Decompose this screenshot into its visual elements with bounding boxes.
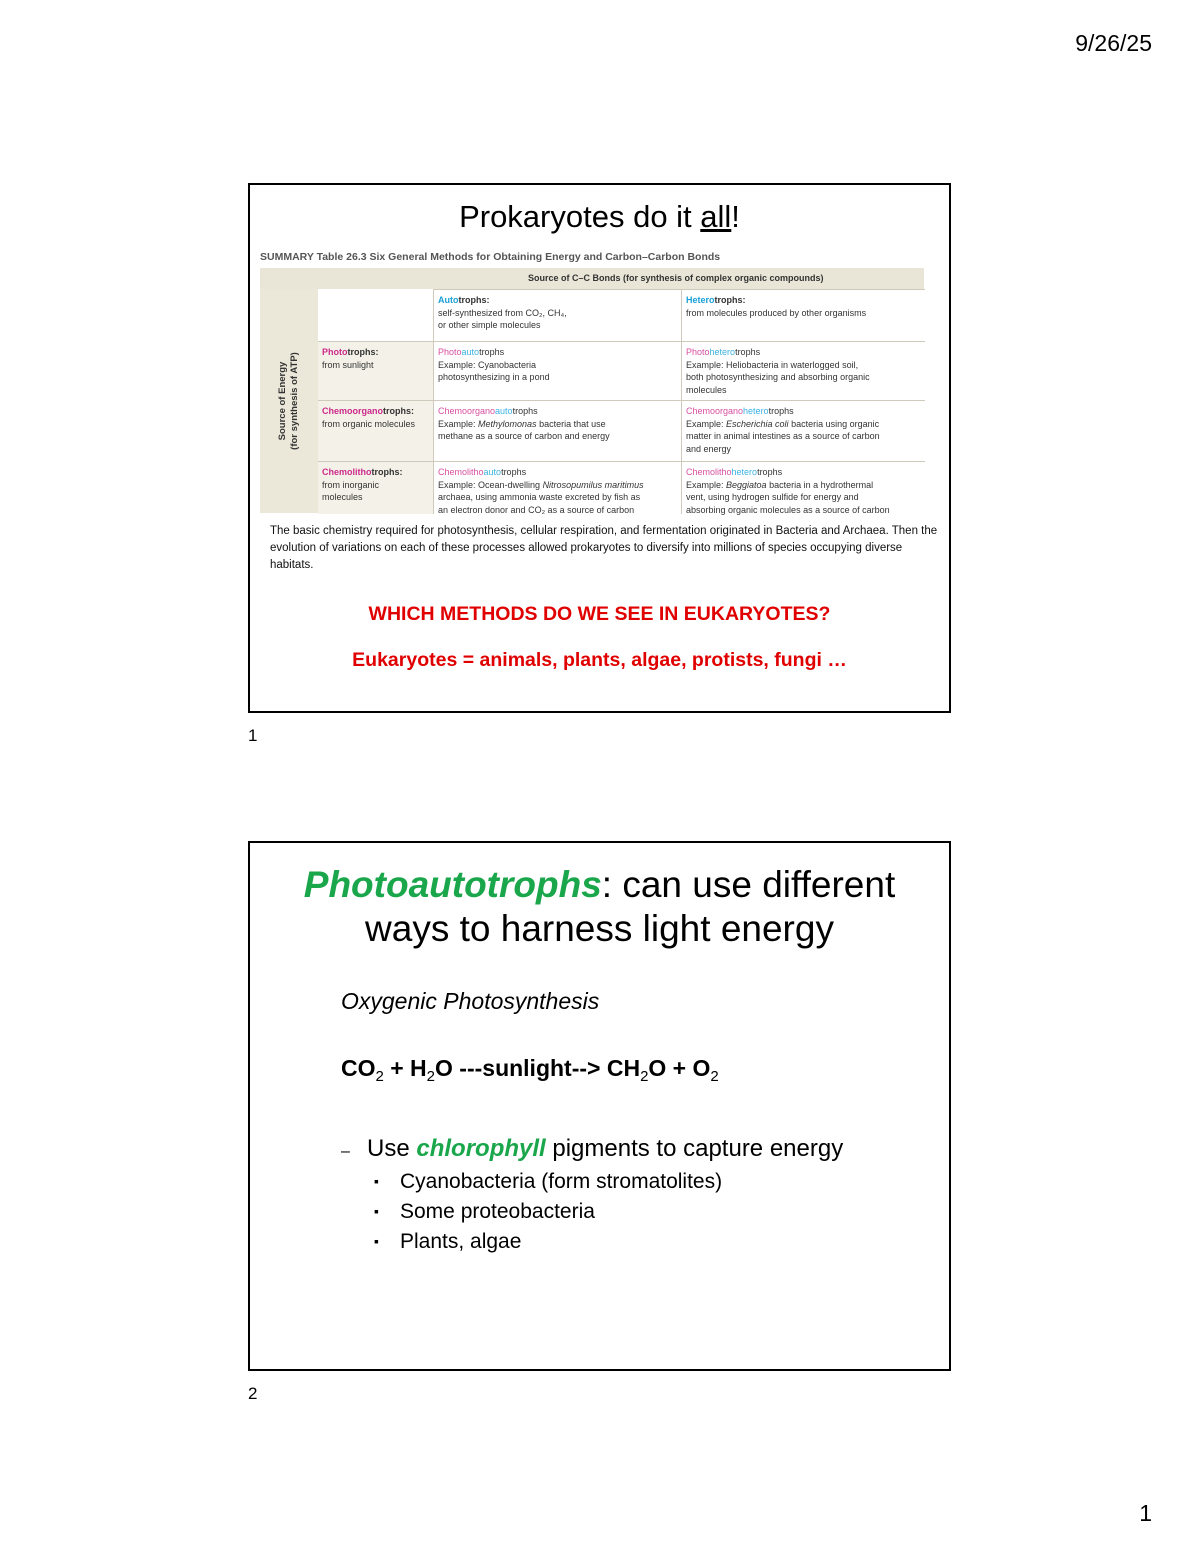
cell-photoautotrophs: Photoautotrophs Example: Cyanobacteria photosynthesizing in a pond <box>433 341 682 401</box>
row-chemolithotrophs: Chemolithotrophs: from inorganic molecules <box>318 461 433 514</box>
page-date: 9/26/25 <box>1075 30 1152 56</box>
slide-1-number: 1 <box>248 726 258 745</box>
slide-1 <box>248 183 951 713</box>
slide-2 <box>248 841 951 1371</box>
cell-photoheterotrophs: Photoheterotrophs Example: Heliobacteria in waterlogged soil, both photosynthesizing and absorbing organic molecules <box>681 341 925 401</box>
table-caption: SUMMARY Table 26.3 Six General Methods for Obtaining Energy and Carbon–Carbon Bonds <box>260 251 721 263</box>
col-heterotrophs: Heterotrophs: from molecules produced by other organisms <box>681 289 925 342</box>
list-item: ▪ Some proteobacteria <box>374 1200 595 1223</box>
slide-1-title: Prokaryotes do it all! <box>459 199 740 234</box>
slide-2-title: Photoautotrophs: can use different ways to harness light energy <box>303 864 896 949</box>
eukaryote-question: WHICH METHODS DO WE SEE IN EUKARYOTES? <box>368 603 831 625</box>
slide-2-number: 2 <box>248 1384 258 1403</box>
summary-table <box>260 268 924 513</box>
eukaryote-list: Eukaryotes = animals, plants, algae, protists, fungi … <box>352 649 847 671</box>
photosynthesis-equation: $CO_2 + H_2O$ ---sunlight--> $CH_2O + O_2$ <box>341 1055 719 1085</box>
row-phototrophs: Phototrophs: from sunlight <box>318 341 433 401</box>
page-number: 1 <box>1139 1500 1152 1526</box>
list-item: ▪ Cyanobacteria (form stromatolites) <box>374 1170 723 1193</box>
energy-source-label: Source of Energy (for synthesis of ATP) <box>260 289 318 513</box>
cell-chemolithoautotrophs: Chemolithoautotrophs Example: Ocean-dwelling Nitrosopumilus maritimus archaea, using ammonia waste excreted by fish as an electron donor and CO₂ as a source of carbon <box>433 461 682 514</box>
dash-bullet-icon: – <box>341 1143 350 1160</box>
square-bullet-icon: ▪ <box>374 1233 379 1249</box>
slide-2-subtitle: Oxygenic Photosynthesis <box>341 988 600 1014</box>
list-item: ▪ Plants, algae <box>374 1230 522 1253</box>
col-autotrophs: Autotrophs: self-synthesized from CO₂, CH₄, or other simple molecules <box>433 289 682 342</box>
cell-chemolithoheterotrophs: Chemolithoheterotrophs Example: Beggiatoa bacteria in a hydrothermal vent, using hydrogen sulfide for energy and absorbing organic molecules as a source of carbon <box>681 461 925 514</box>
chlorophyll-bullet: – Use chlorophyll pigments to capture energy <box>341 1135 844 1162</box>
cell-chemoorganoheterotrophs: Chemoorganoheterotrophs Example: Escherichia coli bacteria using organic matter in animal intestines as a source of carbon and energy <box>681 400 925 462</box>
row-chemoorganotrophs: Chemoorganotrophs: from organic molecules <box>318 400 433 462</box>
square-bullet-icon: ▪ <box>374 1173 379 1189</box>
square-bullet-icon: ▪ <box>374 1203 379 1219</box>
table-header: Source of C–C Bonds (for synthesis of complex organic compounds) <box>260 268 924 289</box>
slide-1-paragraph: The basic chemistry required for photosynthesis, cellular respiration, and fermentation originated in Bacteria and Archaea. Then the evolution of variations on each of these processes allowed prokaryotes to diversify into millions of species occupying diverse habitats. <box>270 525 938 571</box>
cell-chemoorganoautotrophs: Chemoorganoautotrophs Example: Methylomonas bacteria that use methane as a source of carbon and energy <box>433 400 682 462</box>
